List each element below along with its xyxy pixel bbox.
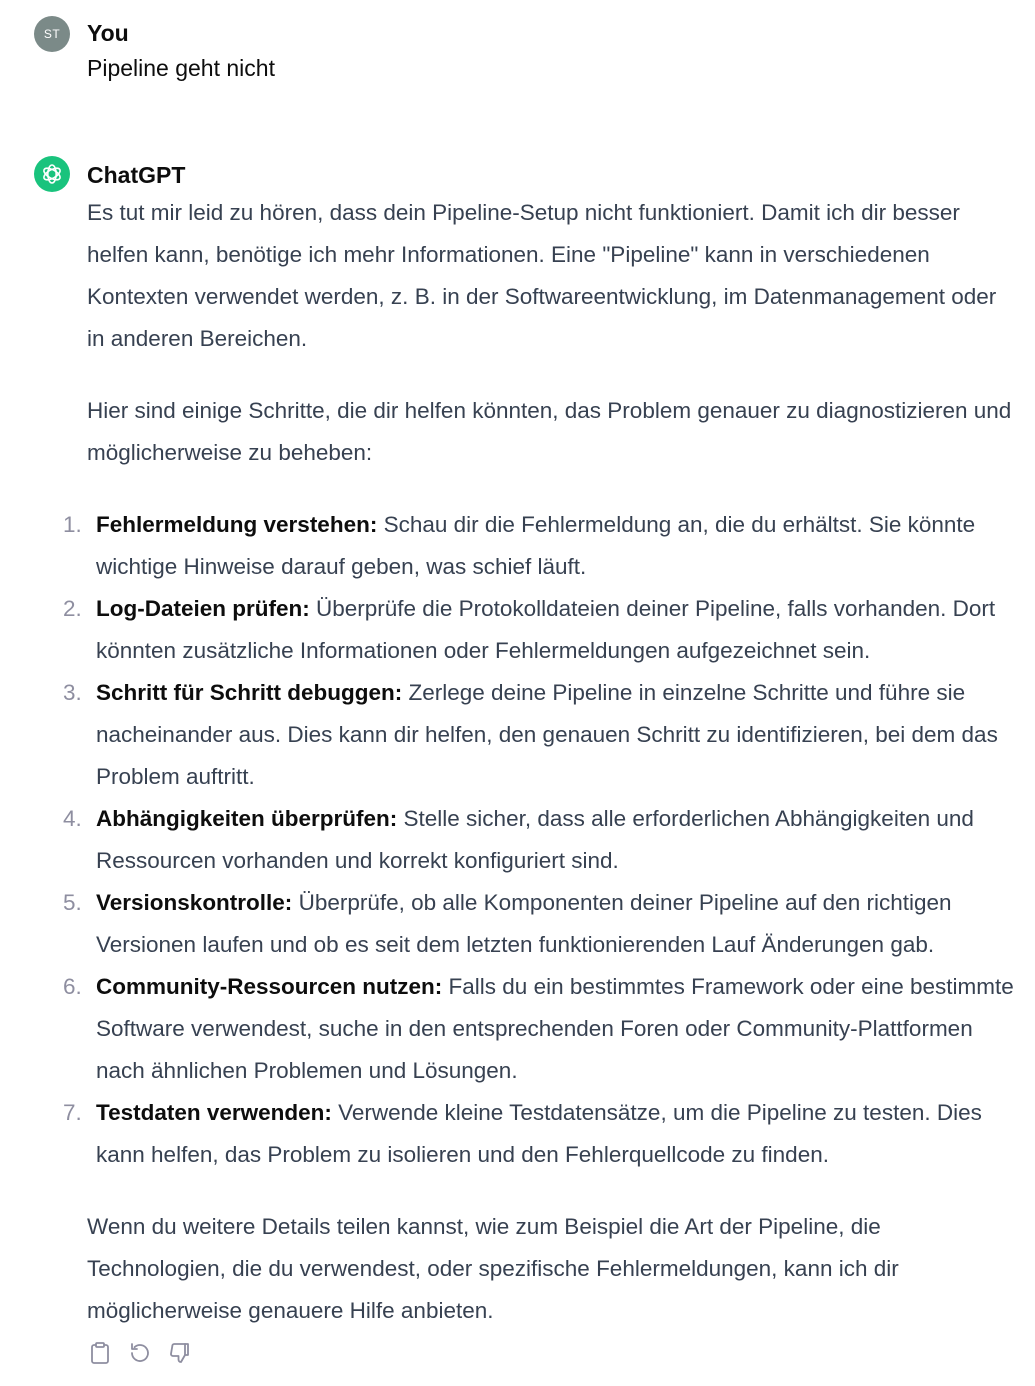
list-item: [63, 1092, 1015, 1176]
step-title: Abhängigkeiten überprüfen:: [96, 806, 398, 831]
list-number: 7.: [63, 1100, 82, 1125]
regenerate-button[interactable]: [127, 1340, 153, 1366]
intro-paragraph: Hier sind einige Schritte, die dir helfen könnten, das Problem genauer zu diagnostizieren und möglicherweise zu beheben:: [87, 398, 1012, 465]
step-text: Zerlege deine Pipeline in einzelne Schritte und führe sie nacheinander aus. Dies kann dir helfen, den genauen Schritt zu identifizieren, bei dem das Problem auftritt.: [96, 680, 998, 789]
step-text: Überprüfe die Protokolldateien deiner Pipeline, falls vorhanden. Dort könnten zusätzliche Informationen oder Fehlermeldungen aufgezeichnet sein.: [96, 596, 996, 663]
step-text: Schau dir die Fehlermeldung an, die du erhältst. Sie könnte wichtige Hinweise darauf geben, was schief läuft.: [96, 512, 976, 579]
list-item: [63, 966, 1015, 1092]
list-item: [63, 882, 1015, 966]
chatgpt-avatar: [34, 156, 70, 192]
list-number: 6.: [63, 974, 82, 999]
step-title: Schritt für Schritt debuggen:: [96, 680, 403, 705]
step-text: Verwende kleine Testdatensätze, um die Pipeline zu testen. Dies kann helfen, das Problem zu isolieren und den Fehlerquellcode zu finden.: [96, 1100, 982, 1167]
step-text: Stelle sicher, dass alle erforderlichen Abhängigkeiten und Ressourcen vorhanden und korrekt konfiguriert sind.: [96, 806, 974, 873]
list-number: 2.: [63, 596, 82, 621]
list-item: [63, 798, 1015, 882]
user-message-text: Pipeline geht nicht: [87, 55, 275, 81]
step-title: Community-Ressourcen nutzen:: [96, 974, 443, 999]
step-text: Falls du ein bestimmtes Framework oder eine bestimmte Software verwendest, suche in den entsprechenden Foren oder Community-Plattformen nach ähnlichen Problemen und Lösungen.: [96, 974, 1014, 1083]
thumbs-down-icon: [168, 1341, 192, 1365]
assistant-message: [34, 156, 1015, 1366]
thumbs-down-button[interactable]: [167, 1340, 193, 1366]
list-number: 4.: [63, 806, 82, 831]
list-item: [63, 504, 1015, 588]
copy-icon: [89, 1341, 111, 1365]
step-text: Überprüfe, ob alle Komponenten deiner Pipeline auf den richtigen Versionen laufen und ob es seit dem letzten funktionierenden Lauf Änderungen gab.: [96, 890, 952, 957]
copy-button[interactable]: [87, 1340, 113, 1366]
avatar-initials: ST: [43, 27, 61, 41]
list-item: [63, 672, 1015, 798]
user-author-name: You: [87, 20, 129, 46]
closing-paragraph: Wenn du weitere Details teilen kannst, wie zum Beispiel die Art der Pipeline, die Technologien, die du verwendest, oder spezifische Fehlermeldungen, kann ich dir möglicherweise genauere Hilfe anbieten.: [87, 1214, 899, 1323]
list-number: 3.: [63, 680, 82, 705]
step-title: Testdaten verwenden:: [96, 1100, 332, 1125]
intro-paragraph: Es tut mir leid zu hören, dass dein Pipeline-Setup nicht funktioniert. Damit ich dir besser helfen kann, benötige ich mehr Informationen. Eine "Pipeline" kann in verschiedenen Kontexten verwendet werden, z. B. in der Softwareentwicklung, im Datenmanagement oder in anderen Bereichen.: [87, 200, 997, 351]
message-actions: [87, 1340, 1015, 1366]
list-item: [63, 588, 1015, 672]
regenerate-icon: [128, 1341, 152, 1365]
step-title: Versionskontrolle:: [96, 890, 293, 915]
assistant-author-name: ChatGPT: [87, 162, 186, 188]
user-avatar: [34, 16, 70, 52]
user-message: [34, 16, 1015, 86]
step-title: Fehlermeldung verstehen:: [96, 512, 378, 537]
steps-list: [63, 504, 1015, 1176]
step-title: Log-Dateien prüfen:: [96, 596, 310, 621]
list-number: 5.: [63, 890, 82, 915]
openai-logo-icon: [39, 161, 65, 187]
list-number: 1.: [63, 512, 82, 537]
